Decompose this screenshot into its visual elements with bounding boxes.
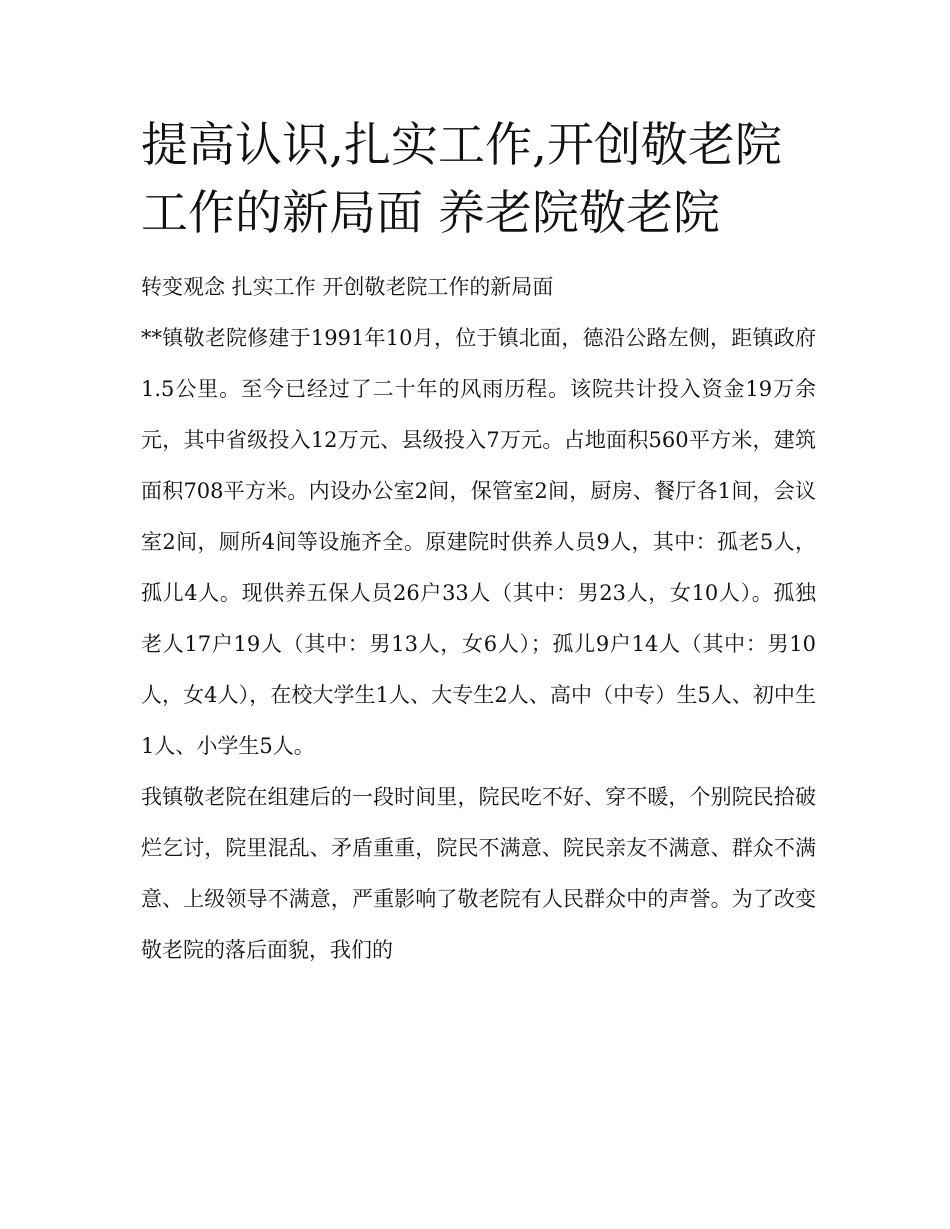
paragraph-1: **镇敬老院修建于1991年10月，位于镇北面，德沿公路左侧，距镇政府1.5公里。至今已经过了二十年的风雨历程。该院共计投入资金19万余元，其中省级投入12万元、县级投入7万元。占地面积560平方米，建筑面积708平方米。内设办公室2间，保管室2间，厨房、餐厅各1间，会议室2间，厕所4间等设施齐全。原建院时供养人员9人，其中：孤老5人，孤儿4人。现供养五保人员26户33人（其中：男23人，女10人）。孤独老人17户19人（其中：男13人，女6人）；孤儿9户14人（其中：男10人，女4人），在校大学生1人、大专生2人、高中（中专）生5人、初中生1人、小学生5人。: [141, 326, 816, 758]
document-body: [141, 112, 816, 976]
paragraph-2: 我镇敬老院在组建后的一段时间里，院民吃不好、穿不暖，个别院民拾破烂乞讨，院里混乱、矛盾重重，院民不满意、院民亲友不满意、群众不满意、上级领导不满意，严重影响了敬老院有人民群众中的声誉。为了改变敬老院的落后面貌，我们的: [141, 785, 816, 962]
document-title: 提高认识,扎实工作,开创敬老院工作的新局面 养老院敬老院: [141, 118, 782, 241]
document-subtitle: 转变观念 扎实工作 开创敬老院工作的新局面: [141, 275, 554, 299]
